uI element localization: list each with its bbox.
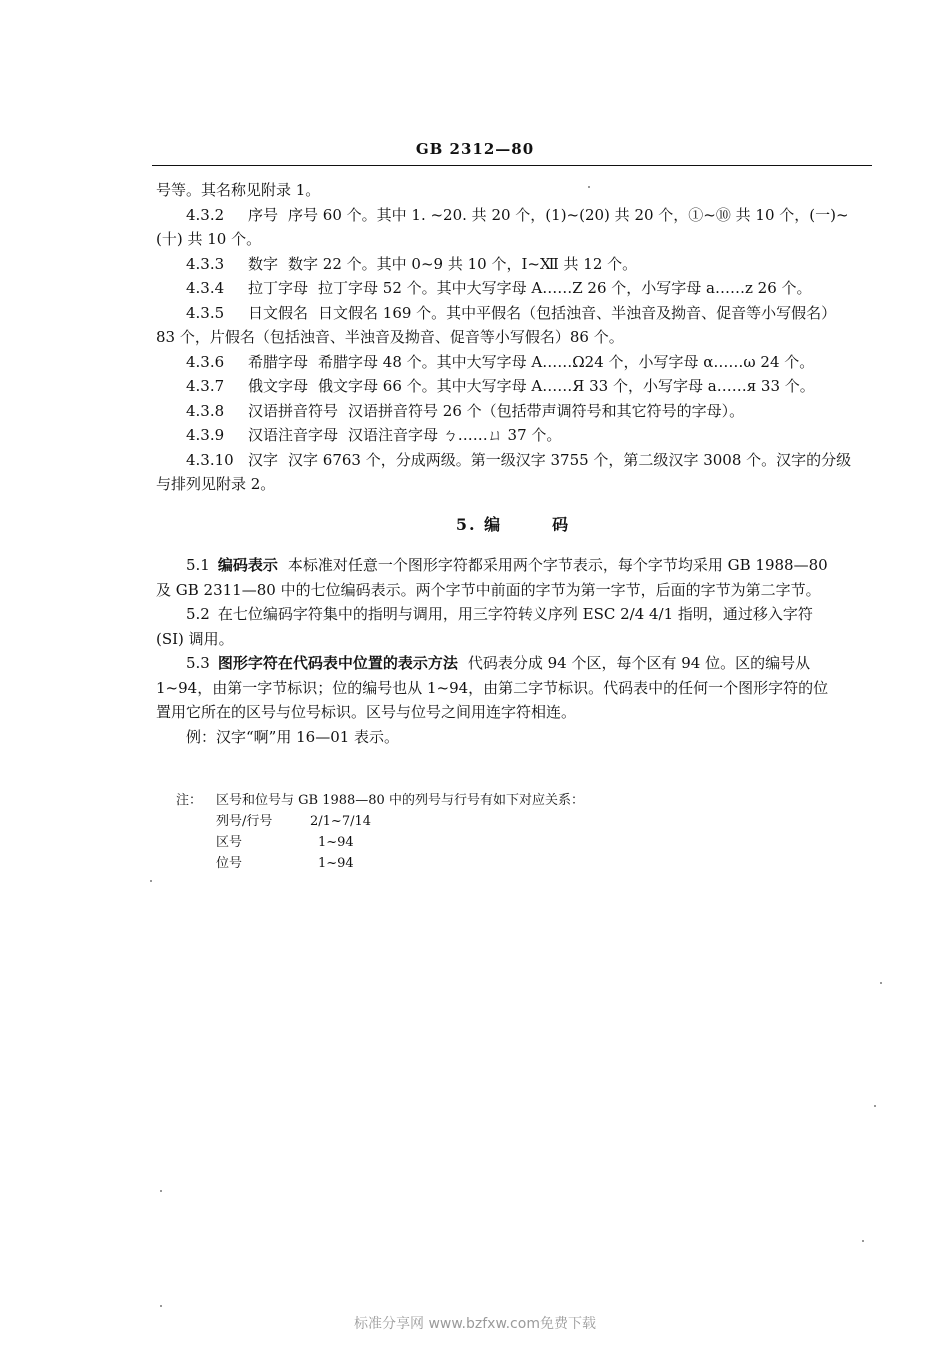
document-number-header: GB 2312—80	[415, 140, 535, 158]
clause-4-3-2	[156, 203, 870, 252]
clause-number: 4.3.10	[186, 450, 234, 469]
clause-text: 拉丁字母 52 个。其中大写字母 A……Z 26 个，小写字母 a……z 26 个。	[318, 279, 812, 297]
section-number: 5.	[455, 514, 477, 534]
note-key: 列号/行号	[216, 814, 273, 829]
note-value: 1~94	[318, 856, 354, 871]
clause-5-2	[156, 602, 870, 651]
section-title-part-1: 编	[484, 514, 503, 534]
clause-title: 希腊字母	[248, 352, 309, 371]
clause-number: 5.1	[186, 556, 210, 574]
continuation-line: 号等。其名称见附录 1。	[156, 181, 321, 199]
clause-text: 俄文字母 66 个。其中大写字母 A……Я 33 个，小写字母 a……я 33 个。	[318, 377, 815, 395]
clause-title: 图形字符在代码表中位置的表示方法	[217, 654, 458, 672]
scan-speck	[880, 982, 882, 984]
clause-number: 4.3.2	[186, 205, 225, 224]
scan-speck	[160, 1190, 162, 1192]
header-rule	[152, 165, 872, 166]
clause-number: 4.3.6	[186, 352, 225, 371]
scan-speck	[588, 186, 590, 188]
clause-text: 代码表分成 94 个区，每个区有 94 位。区的编号从	[467, 654, 811, 672]
note-value: 2/1~7/14	[310, 814, 372, 829]
scan-speck	[862, 1240, 864, 1242]
clause-text: 本标准对任意一个图形字符都采用两个字节表示，每个字节均采用 GB 1988—80	[287, 556, 828, 574]
note-key: 区号	[216, 835, 243, 850]
example-line: 例：汉字“啊”用 16—01 表示。	[186, 727, 400, 746]
scan-speck	[150, 880, 152, 882]
clause-text: 序号 60 个。其中 1. ~20. 共 20 个，(1)~(20) 共 20 个，①~⑩ 共 10 个，(一)~	[288, 205, 849, 224]
clause-number: 5.3	[186, 654, 210, 672]
clause-continuation: 1~94，由第一字节标识；位的编号也从 1~94，由第二字节标识。代码表中的任何一个图形字符的位	[156, 678, 829, 697]
note-label: 注：	[176, 793, 203, 808]
note-table-row	[176, 832, 584, 853]
clause-title: 俄文字母	[248, 377, 309, 395]
clause-text: 汉语拼音符号 26 个（包括带声调符号和其它符号的字母）。	[348, 401, 745, 420]
clause-number: 4.3.7	[186, 377, 225, 395]
clause-4-3-10	[156, 448, 870, 497]
clause-4-3-6	[156, 350, 870, 375]
clause-continuation: 83 个，片假名（包括浊音、半浊音及拗音、促音等小写假名）86 个。	[156, 328, 624, 346]
clause-title: 编码表示	[217, 556, 278, 574]
note-value: 1~94	[318, 835, 354, 850]
scan-speck	[160, 1305, 162, 1307]
clause-continuation: (SI) 调用。	[156, 629, 234, 648]
note-text: 区号和位号与 GB 1988—80 中的列号与行号有如下对应关系：	[216, 793, 584, 808]
clause-number: 5.2	[186, 605, 210, 623]
watermark-footer: 标准分享网 www.bzfxw.com免费下载	[354, 1316, 596, 1332]
clause-4-3-4	[156, 276, 870, 301]
clause-continuation: 置用它所在的区号与位号标识。区号与位号之间用连字符相连。	[156, 703, 577, 721]
clause-4-3-3	[156, 252, 870, 277]
clause-title: 数字	[248, 254, 279, 273]
clause-text: 汉语注音字母 ㄅ……ㄩ 37 个。	[348, 426, 562, 444]
clause-number: 4.3.8	[186, 401, 225, 420]
clause-continuation: (十) 共 10 个。	[156, 230, 262, 248]
clause-title: 汉语拼音符号	[248, 401, 339, 420]
clause-text: 日文假名 169 个。其中平假名（包括浊音、半浊音及拗音、促音等小写假名）	[318, 303, 837, 322]
clause-number: 4.3.3	[186, 254, 225, 273]
clause-title: 拉丁字母	[248, 279, 309, 297]
clause-title: 汉语注音字母	[248, 426, 339, 444]
clause-4-3-7	[156, 374, 870, 399]
section-5-heading	[156, 513, 870, 538]
clause-title: 汉字	[248, 450, 279, 469]
scan-speck	[874, 1105, 876, 1107]
note-table-row	[176, 853, 584, 874]
note-block	[176, 790, 584, 874]
clause-number: 4.3.4	[186, 279, 225, 297]
clause-number: 4.3.5	[186, 303, 225, 322]
clause-title: 日文假名	[248, 303, 309, 322]
document-body	[156, 178, 870, 749]
section-title-part-2: 码	[552, 514, 571, 534]
clause-title: 序号	[248, 205, 279, 224]
clause-4-3-5	[156, 301, 870, 350]
clause-5-1	[156, 553, 870, 602]
note-table-row	[176, 811, 584, 832]
clause-continuation: 及 GB 2311—80 中的七位编码表示。两个字节中前面的字节为第一字节，后面的字节为第二字节。	[156, 580, 821, 599]
clause-text: 汉字 6763 个，分成两级。第一级汉字 3755 个，第二级汉字 3008 个。汉字的分级	[288, 450, 852, 469]
clause-text: 在七位编码字符集中的指明与调用，用三字符转义序列 ESC 2/4 4/1 指明，通过移入字符	[217, 605, 813, 623]
clause-4-3-9	[156, 423, 870, 448]
note-key: 位号	[216, 856, 243, 871]
clause-4-3-8	[156, 399, 870, 424]
clause-number: 4.3.9	[186, 426, 225, 444]
clause-5-3	[156, 651, 870, 725]
clause-continuation: 与排列见附录 2。	[156, 475, 276, 493]
clause-text: 数字 22 个。其中 0~9 共 10 个，Ⅰ~Ⅻ 共 12 个。	[288, 254, 638, 273]
clause-text: 希腊字母 48 个。其中大写字母 A……Ω24 个，小写字母 α……ω 24 个。	[318, 352, 815, 371]
